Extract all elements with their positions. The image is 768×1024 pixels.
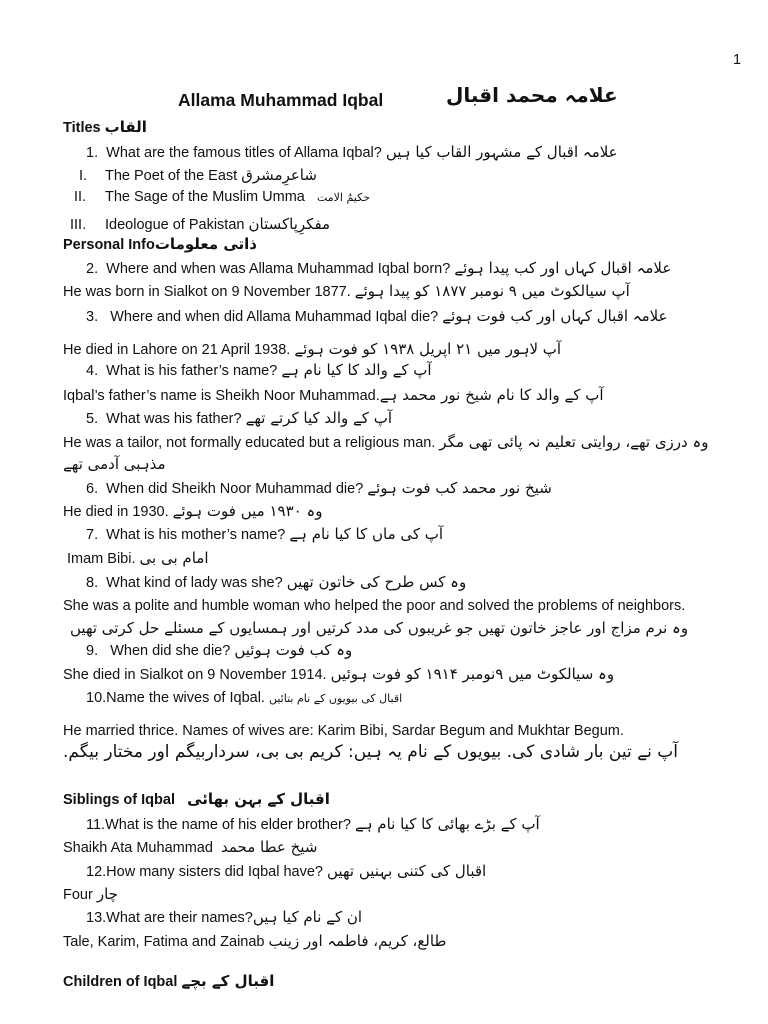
question-8: 8. What kind of lady was she? وہ کس طرح کی خاتون تھیں bbox=[86, 573, 467, 591]
question-9: 9. When did she die? وہ کب فوت ہوئیں bbox=[86, 641, 353, 659]
answer-10: He married thrice. Names of wives are: Karim Bibi, Sardar Begum and Mukhtar Begum. bbox=[63, 723, 624, 739]
question-13: 13.What are their names?ان کے نام کیا ہیں bbox=[86, 908, 363, 926]
answer-11: Shaikh Ata Muhammad شیخ عطا محمد bbox=[63, 838, 318, 856]
page-title-urdu: علامہ محمد اقبال bbox=[446, 83, 618, 107]
question-2: 2. Where and when was Allama Muhammad Iqbal born? علامہ اقبال کہاں اور کب پیدا ہوئے bbox=[86, 259, 672, 277]
answer-7: Imam Bibi. امام بی بی bbox=[67, 549, 209, 567]
page-number: 1 bbox=[733, 52, 742, 68]
question-4: 4. What is his father’s name? آپ کے والد کا کیا نام ہے bbox=[86, 361, 432, 379]
page-title-english: Allama Muhammad Iqbal bbox=[178, 90, 384, 110]
section-heading-siblings: Siblings of Iqbal اقبال کے بہن بھائی bbox=[63, 790, 330, 808]
title-item-1: I. The Poet of the East شاعرِمشرق bbox=[79, 166, 317, 184]
answer-3: He died in Lahore on 21 April 1938. آپ لاہور میں ۲۱ اپریل ۱۹۳۸ کو فوت ہوئے bbox=[63, 340, 562, 358]
answer-5-continued: مذہبی آدمی تھے bbox=[63, 455, 166, 473]
question-5: 5. What was his father? آپ کے والد کیا کرتے تھے bbox=[86, 409, 393, 427]
question-6: 6. When did Sheikh Noor Muhammad die? شیخ نور محمد کب فوت ہوئے bbox=[86, 479, 552, 497]
question-3: 3. Where and when did Allama Muhammad Iqbal die? علامہ اقبال کہاں اور کب فوت ہوئے bbox=[86, 307, 668, 325]
section-heading-children: Children of Iqbal اقبال کے بچے bbox=[63, 972, 275, 990]
section-heading-personal-info: Personal Infoذاتی معلومات bbox=[63, 235, 258, 253]
answer-13: Tale, Karim, Fatima and Zainab طالع، کریم، فاطمہ اور زینب bbox=[63, 932, 447, 950]
answer-8-urdu: وہ نرم مزاج اور عاجز خاتون تھیں جو غریبوں کی مدد کرتیں اور ہمسایوں کے مسئلے حل کرتی تھیں bbox=[70, 619, 689, 637]
answer-6: He died in 1930. وہ ۱۹۳۰ میں فوت ہوئے bbox=[63, 502, 323, 520]
answer-4: Iqbal’s father’s name is Sheikh Noor Muhammad.آپ کے والد کا نام شیخ نور محمد ہے bbox=[63, 386, 604, 404]
answer-5: He was a tailor, not formally educated but a religious man. وہ درزی تھے، روایتی تعلیم نہ پائی تھی مگر bbox=[63, 433, 709, 451]
answer-9: She died in Sialkot on 9 November 1914. وہ سیالکوٹ میں ۹نومبر ۱۹۱۴ کو فوت ہوئیں bbox=[63, 665, 615, 683]
question-11: 11.What is the name of his elder brother? آپ کے بڑے بھائی کا کیا نام ہے bbox=[86, 815, 540, 833]
answer-10-urdu: آپ نے تین بار شادی کی. بیویوں کے نام یہ ہیں: کریم بی بی، سرداربیگم اور مختار بیگم. bbox=[63, 742, 678, 762]
question-7: 7. What is his mother’s name? آپ کی ماں کا کیا نام ہے bbox=[86, 525, 444, 543]
question-12: 12.How many sisters did Iqbal have? اقبال کی کتنی بہنیں تھیں bbox=[86, 862, 487, 880]
answer-8: She was a polite and humble woman who helped the poor and solved the problems of neighbors. bbox=[63, 598, 686, 614]
title-item-3: III. Ideologue of Pakistan مفکرِپاکستان bbox=[70, 215, 331, 233]
answer-2: He was born in Sialkot on 9 November 1877. آپ سیالکوٹ میں ۹ نومبر ۱۸۷۷ کو پیدا ہوئے bbox=[63, 282, 630, 300]
section-heading-titles: Titles القاب bbox=[63, 118, 147, 136]
title-item-2: II. The Sage of the Muslim Umma حکیمُ الامت bbox=[74, 189, 370, 205]
answer-12: Four چار bbox=[63, 885, 118, 903]
question-1: 1. What are the famous titles of Allama Iqbal? علامہ اقبال کے مشہور القاب کیا ہیں bbox=[86, 143, 618, 161]
question-10: 10.Name the wives of Iqbal. اقبال کی بیویوں کے نام بتائیں bbox=[86, 690, 403, 706]
